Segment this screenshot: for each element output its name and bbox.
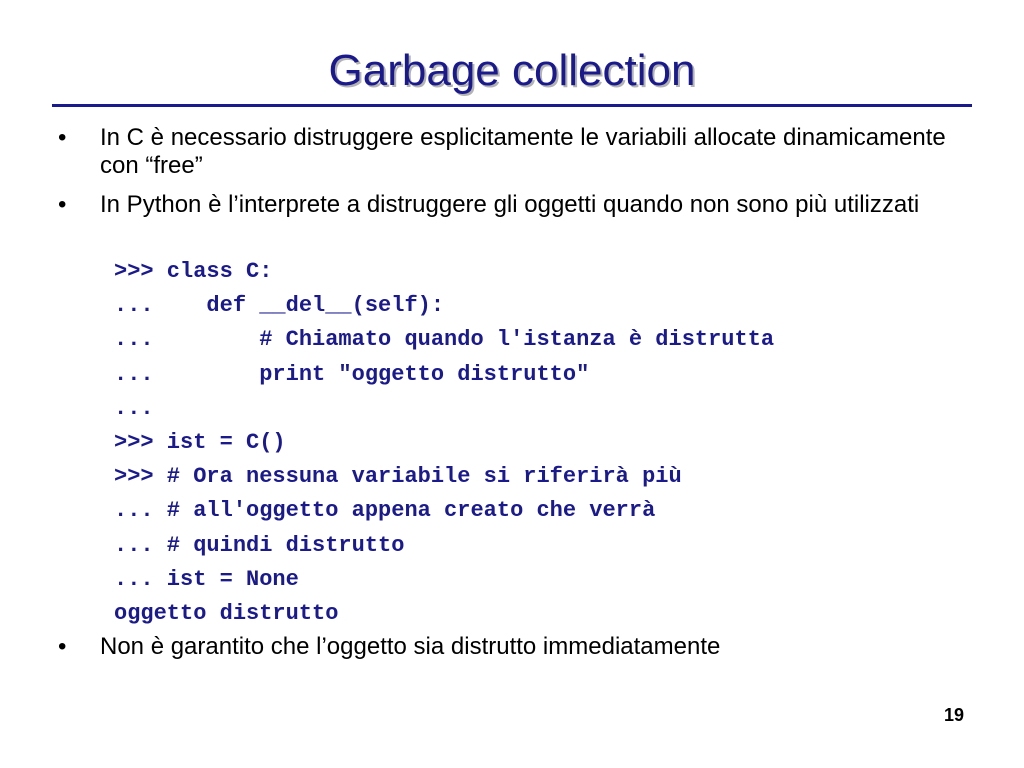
title-underline (52, 104, 972, 107)
code-line: >>> # Ora nessuna variabile si riferirà più (114, 464, 682, 490)
bullet-text: Non è garantito che l’oggetto sia distrutto immediatamente (100, 633, 721, 660)
page-number: 19 (943, 705, 964, 725)
code-line: ... # quindi distrutto (114, 532, 405, 558)
code-line: ... (114, 395, 154, 421)
bullet-marker: • (58, 191, 67, 218)
bullet-text: In C è necessario distruggere esplicitamente le variabili allocate dinamicamente con “free” (100, 124, 946, 179)
code-line: >>> ist = C() (114, 430, 286, 456)
code-line: ... # Chiamato quando l'istanza è distrutta (114, 327, 775, 353)
code-block (114, 255, 774, 631)
code-line: >>> class C: (114, 259, 273, 284)
bullet-marker: • (58, 124, 67, 151)
bullet-marker: • (58, 633, 67, 660)
code-output-line: oggetto distrutto (114, 601, 339, 627)
slide-title: Garbage collection (328, 46, 696, 95)
code-line: ... def __del__(self): (114, 293, 445, 319)
code-line: ... ist = None (114, 566, 299, 592)
code-line: ... print "oggetto distrutto" (114, 361, 590, 387)
bullet-text: In Python è l’interprete a distruggere gli oggetti quando non sono più utilizzati (100, 191, 920, 218)
code-line: ... # all'oggetto appena creato che verrà (114, 498, 656, 524)
